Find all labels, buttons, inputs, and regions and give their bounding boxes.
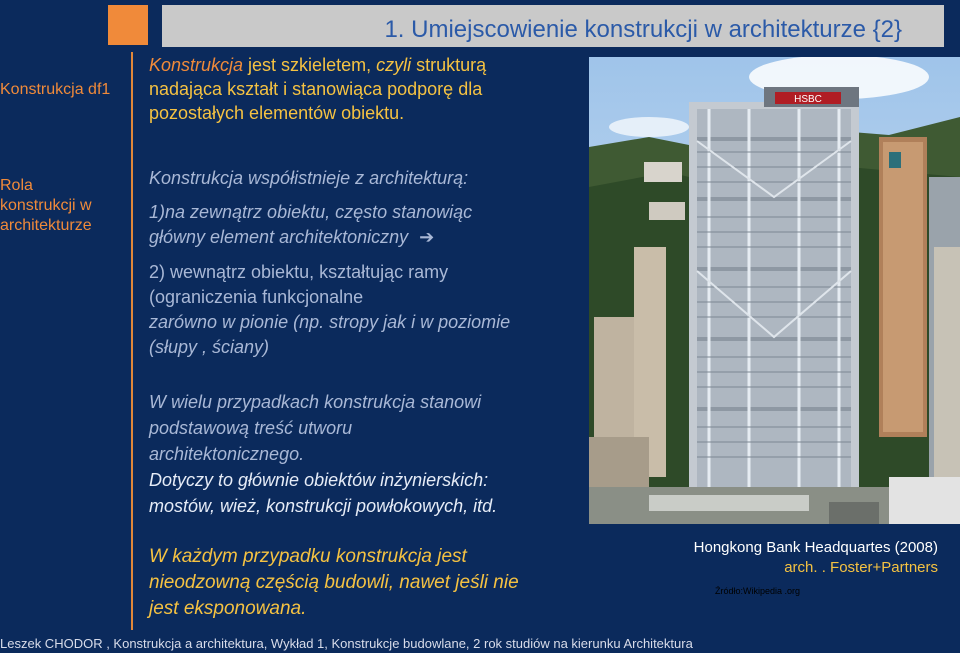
definition-part3: strukturą (411, 55, 487, 75)
definition-line1 (149, 53, 589, 77)
content-block-2 (149, 467, 589, 519)
label-rola-line2: konstrukcji w (0, 197, 92, 214)
hsbc-building-photo (589, 57, 960, 524)
definition-line3: pozostałych elementów obiektu. (149, 103, 405, 123)
slide-title: 1. Umiejscowienie konstrukcji w architekturze {2} (384, 16, 902, 43)
summary-line3: jest eksponowana. (149, 598, 307, 619)
caption-line2: arch. . Foster+Partners (784, 559, 938, 576)
source-credit: Źródło:Wikipedia .org (715, 586, 801, 596)
content-line3: architektonicznego. (149, 444, 305, 464)
role-point1 (149, 200, 589, 250)
role-point2-line3: zarówno w pionie (np. stropy jak i w poziomie (149, 312, 511, 332)
content-line5: mostów, wież, konstrukcji powłokowych, itd. (149, 496, 498, 516)
role-point1-line2-wrap (149, 225, 589, 250)
label-rola-line1: Rola (0, 177, 33, 194)
definition-line2: nadająca kształt i stanowiąca podporę dla (149, 79, 483, 99)
role-point1-line2: główny element architektoniczny (149, 227, 409, 247)
footer-text: Leszek CHODOR , Konstrukcja a architektura, Wykład 1, Konstrukcje budowlane, 2 rok studiów na kierunku Architektura (0, 636, 693, 651)
role-point1-line1: 1)na zewnątrz obiektu, często stanowiąc (149, 202, 473, 222)
accent-square (108, 5, 148, 45)
content-line2: podstawową treść utworu (149, 418, 353, 438)
role-intro: Konstrukcja współistnieje z architekturą: (149, 168, 469, 188)
role-point2 (149, 260, 589, 360)
label-konstrukcja-df1: Konstrukcja df1 (0, 81, 111, 98)
content-line1: W wielu przypadkach konstrukcja stanowi (149, 392, 482, 412)
arrow-right-icon: ➔ (419, 227, 435, 247)
label-rola (0, 176, 92, 236)
summary-line2: nieodzowną częścią budowli, nawet jeśli nie (149, 572, 519, 593)
content-line4: Dotyczy to głównie obiektów inżynierskich: (149, 470, 489, 490)
summary-block (149, 544, 579, 622)
title-bar (162, 5, 944, 47)
definition-word: Konstrukcja (149, 55, 244, 75)
role-point2-line1: 2) wewnątrz obiektu, kształtując ramy (149, 262, 449, 282)
summary-line1: W każdym przypadku konstrukcja jest (149, 546, 467, 567)
role-point2-line4: (słupy , ściany) (149, 337, 270, 357)
definition-block (149, 53, 589, 125)
vertical-divider (131, 52, 133, 630)
role-point2-line2: (ograniczenia funkcjonalne (149, 287, 364, 307)
hsbc-sign: HSBC (794, 94, 822, 105)
caption-line1: Hongkong Bank Headquartes (2008) (693, 539, 938, 556)
label-rola-line3: architekturze (0, 217, 92, 234)
definition-part1: jest szkieletem, (243, 55, 377, 75)
content-block (149, 389, 589, 467)
definition-part2: czyli (376, 55, 412, 75)
